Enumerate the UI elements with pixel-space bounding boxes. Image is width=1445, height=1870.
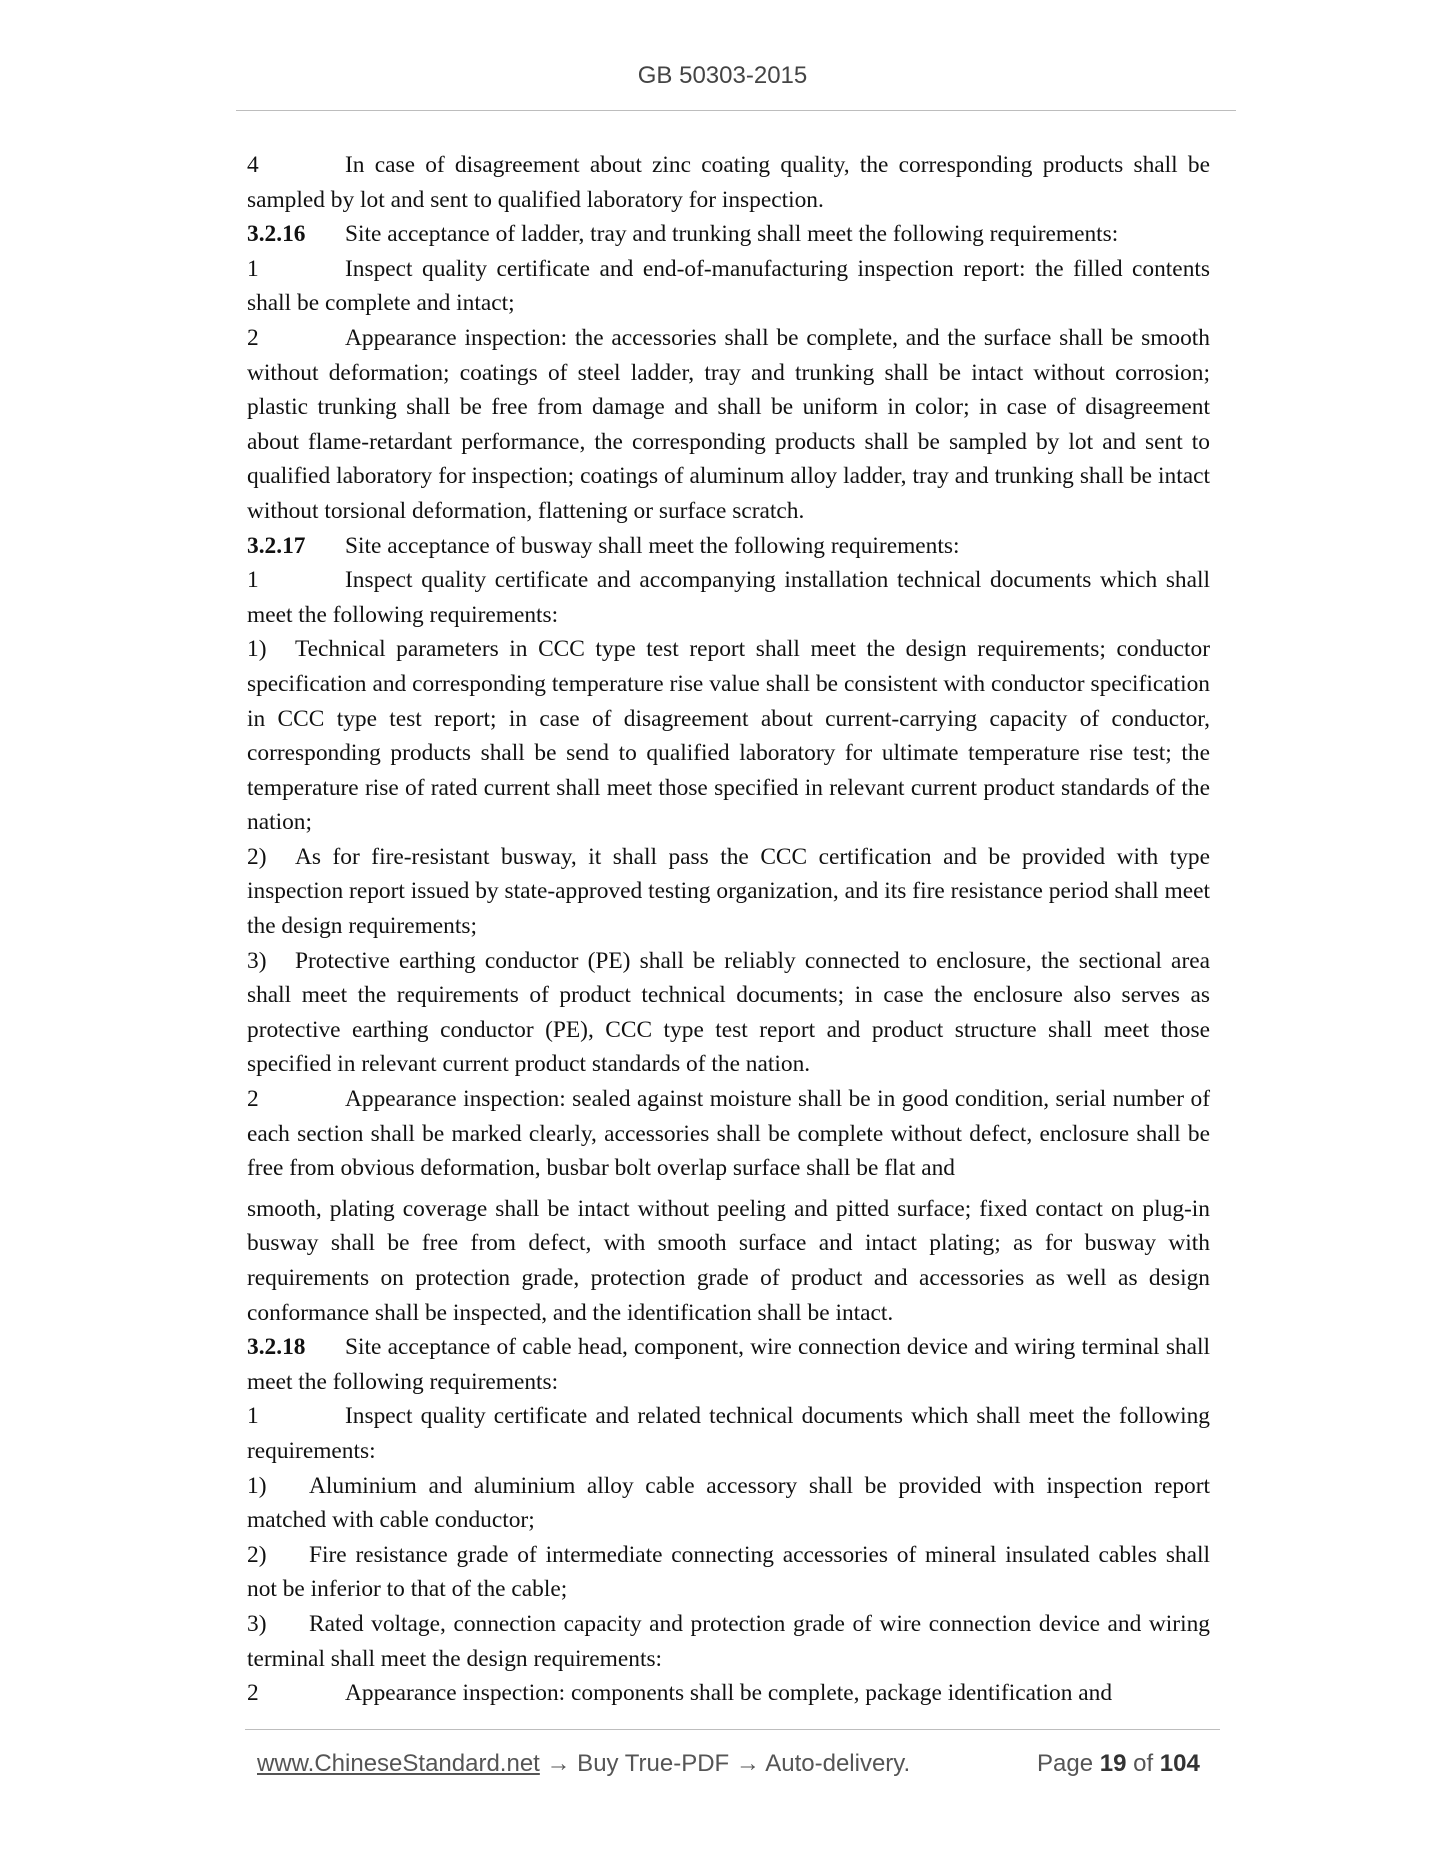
item-4: 4 In case of disagreement about zinc coating quality, the corresponding products shall be sampled by lot and sent to qualified laboratory for inspection. [247,152,1210,213]
subitem-2: 2) As for fire-resistant busway, it shall pass the CCC certification and be provided with type inspection report issued by state-approved testing organization, and its fire resistance period shall meet the design requirements; [247,843,1210,940]
footer-divider [245,1729,1220,1730]
document-body [247,148,1210,1711]
clause-3-2-17: 3.2.17 Site acceptance of busway shall meet the following requirements: [247,532,960,559]
item-2: 2 Appearance inspection: sealed against moisture shall be in good condition, serial number of each section shall be marked clearly, accessories shall be complete without defect, enclosure shall be free from obvious deformation, busbar bolt overlap surface shall be flat and [247,1086,1210,1182]
item-2: 2 Appearance inspection: components shall be complete, package identification and [247,1680,1113,1707]
document-header: GB 50303-2015 [637,62,808,89]
subitem-1: 1) Technical parameters in CCC type test report shall meet the design requirements; conductor specification and corresponding temperature rise value shall be consistent with conductor specification in CCC type test report; in case of disagreement about current-carrying capacity of conductor, corresponding products shall be send to qualified laboratory for ultimate temperature rise test; the temperature rise of rated current shall meet those specified in relevant current product standards of the nation; [247,636,1210,836]
item-1: 1 Inspect quality certificate and related technical documents which shall meet the following requirements: [247,1403,1210,1464]
subitem-3: 3) Rated voltage, connection capacity and protection grade of wire connection device and wiring terminal shall meet the design requirements: [247,1610,1210,1672]
item-2-continued: smooth, plating coverage shall be intact without peeling and pitted surface; fixed contact on plug-in busway shall be free from defect, with smooth surface and intact plating; as for busway with requirements on protection grade, protection grade of product and accessories as well as design conformance shall be inspected, and the identification shall be intact. [247,1195,1210,1326]
clause-3-2-16: 3.2.16 Site acceptance of ladder, tray and trunking shall meet the following requirements: [247,221,1119,248]
subitem-3: 3) Protective earthing conductor (PE) shall be reliably connected to enclosure, the sectional area shall meet the requirements of product technical documents; in case the enclosure also serves as protective earthing conductor (PE), CCC type test report and product structure shall meet those specified in relevant current product standards of the nation. [247,947,1210,1078]
page-total: 104 [1159,1750,1200,1777]
header-divider [236,110,1236,111]
footer-promo [257,1750,910,1778]
subitem-2: 2) Fire resistance grade of intermediate connecting accessories of mineral insulated cables shall not be inferior to that of the cable; [247,1541,1210,1603]
subitem-1: 1) Aluminium and aluminium alloy cable accessory shall be provided with inspection report matched with cable conductor; [247,1472,1210,1534]
item-1: 1 Inspect quality certificate and end-of-manufacturing inspection report: the filled contents shall be complete and intact; [247,255,1210,317]
page-number: 19 [1099,1750,1127,1777]
page-indicator: Page 19 of 104 [1037,1750,1200,1777]
clause-3-2-18: 3.2.18 Site acceptance of cable head, component, wire connection device and wiring terminal shall meet the following requirements: [247,1334,1210,1395]
footer-promo-text: → Buy True-PDF → Auto-delivery. [539,1750,911,1777]
item-1: 1 Inspect quality certificate and accompanying installation technical documents which shall meet the following requirements: [247,567,1210,628]
item-2: 2 Appearance inspection: the accessories shall be complete, and the surface shall be smooth without deformation; coatings of steel ladder, tray and trunking shall be intact without corrosion; plastic trunking shall be free from damage and shall be uniform in color; in case of disagreement about flame-retardant performance, the corresponding products shall be sampled by lot and sent to qualified laboratory for inspection; coatings of aluminum alloy ladder, tray and trunking shall be intact without torsional deformation, flattening or surface scratch. [247,324,1210,524]
website-link[interactable]: www.ChineseStandard.net [257,1750,540,1777]
